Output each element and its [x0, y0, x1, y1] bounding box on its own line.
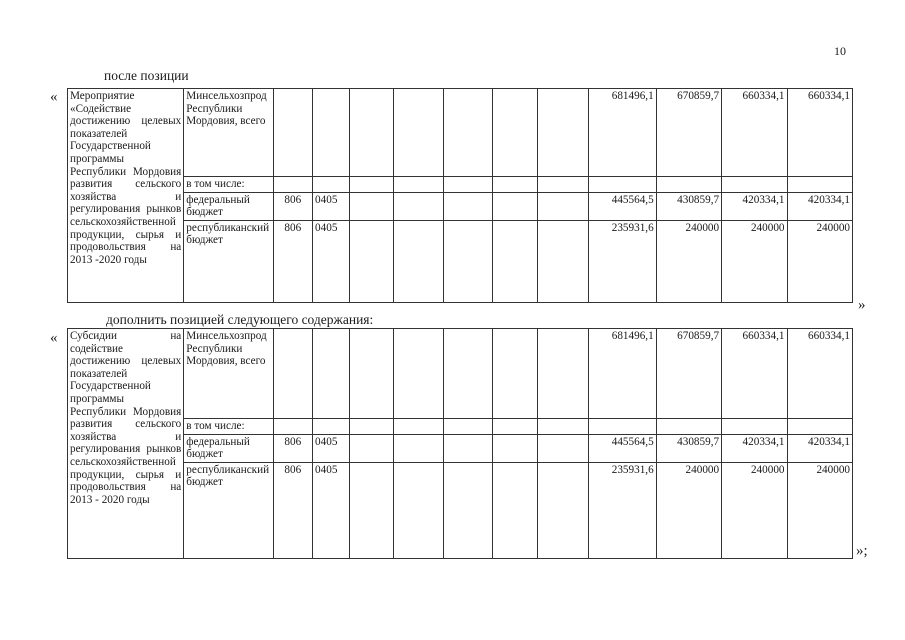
- rzpr-cell: 0405: [313, 434, 350, 462]
- value-cell: 445564,5: [589, 434, 656, 462]
- value-cell: 240000: [722, 220, 787, 302]
- value-cell: 660334,1: [722, 329, 787, 419]
- row-label: республиканский бюджет: [184, 462, 273, 558]
- value-cell: 240000: [722, 462, 787, 558]
- intro-phrase: после позиции: [104, 68, 189, 83]
- close-quote: »;: [856, 543, 868, 559]
- row-label: федеральный бюджет: [184, 434, 273, 462]
- value-cell: 420334,1: [787, 434, 853, 462]
- value-cell: 660334,1: [787, 89, 853, 177]
- activity-name-cell: Мероприятие «Содействие достижению целевых показателей Государственной программы Республики Мордовия развития сельского хозяйства и регулирования рынков сельскохозяйственной продукции, сырья и продовольствия на 2013 -2020 годы: [68, 89, 184, 303]
- value-cell: 430859,7: [656, 434, 721, 462]
- value-cell: 420334,1: [787, 192, 853, 220]
- grbs-cell: 806: [273, 192, 312, 220]
- value-cell: 240000: [656, 220, 721, 302]
- grbs-cell: [273, 89, 312, 177]
- row-label: в том числе:: [184, 419, 273, 435]
- value-cell: 670859,7: [656, 329, 721, 419]
- insert-phrase: дополнить позицией следующего содержания:: [106, 312, 374, 327]
- rzpr-cell: 0405: [313, 462, 350, 558]
- table-row: [68, 177, 853, 193]
- grbs-cell: [273, 329, 312, 419]
- open-quote: «: [50, 330, 58, 346]
- rzpr-cell: [313, 329, 350, 419]
- value-cell: 240000: [787, 220, 853, 302]
- table-row: [68, 434, 853, 462]
- grbs-cell: 806: [273, 220, 312, 302]
- row-label: республиканский бюджет: [184, 220, 273, 302]
- table-row: [68, 419, 853, 435]
- value-cell: 420334,1: [722, 192, 787, 220]
- table-row: [68, 192, 853, 220]
- value-cell: 240000: [787, 462, 853, 558]
- page-number: 10: [834, 44, 846, 58]
- row-label: федеральный бюджет: [184, 192, 273, 220]
- rzpr-cell: 0405: [313, 192, 350, 220]
- rzpr-cell: 0405: [313, 220, 350, 302]
- value-cell: 430859,7: [656, 192, 721, 220]
- grbs-cell: 806: [273, 434, 312, 462]
- budget-table-1: [67, 88, 853, 303]
- budget-table-2: [67, 328, 853, 559]
- value-cell: 681496,1: [589, 89, 656, 177]
- activity-name-cell: Субсидии на содействие достижению целевых показателей Государственной программы Республики Мордовия развития сельского хозяйства и регулирования рынков сельскохозяйственной продукции, сырья и продовольствия на 2013 - 2020 годы: [68, 329, 184, 559]
- open-quote: «: [50, 89, 58, 105]
- row-label: Минсельхозпрод Республики Мордовия, всего: [184, 89, 273, 177]
- value-cell: 670859,7: [656, 89, 721, 177]
- rzpr-cell: [313, 89, 350, 177]
- value-cell: 660334,1: [722, 89, 787, 177]
- value-cell: 235931,6: [589, 220, 656, 302]
- value-cell: 420334,1: [722, 434, 787, 462]
- value-cell: 660334,1: [787, 329, 853, 419]
- table-row: [68, 329, 853, 419]
- close-quote: »: [858, 297, 866, 313]
- table-row: [68, 462, 853, 558]
- row-label: Минсельхозпрод Республики Мордовия, всего: [184, 329, 273, 419]
- grbs-cell: 806: [273, 462, 312, 558]
- value-cell: 235931,6: [589, 462, 656, 558]
- value-cell: 681496,1: [589, 329, 656, 419]
- table-row: [68, 89, 853, 177]
- value-cell: 445564,5: [589, 192, 656, 220]
- row-label: в том числе:: [184, 177, 273, 193]
- table-row: [68, 220, 853, 302]
- value-cell: 240000: [656, 462, 721, 558]
